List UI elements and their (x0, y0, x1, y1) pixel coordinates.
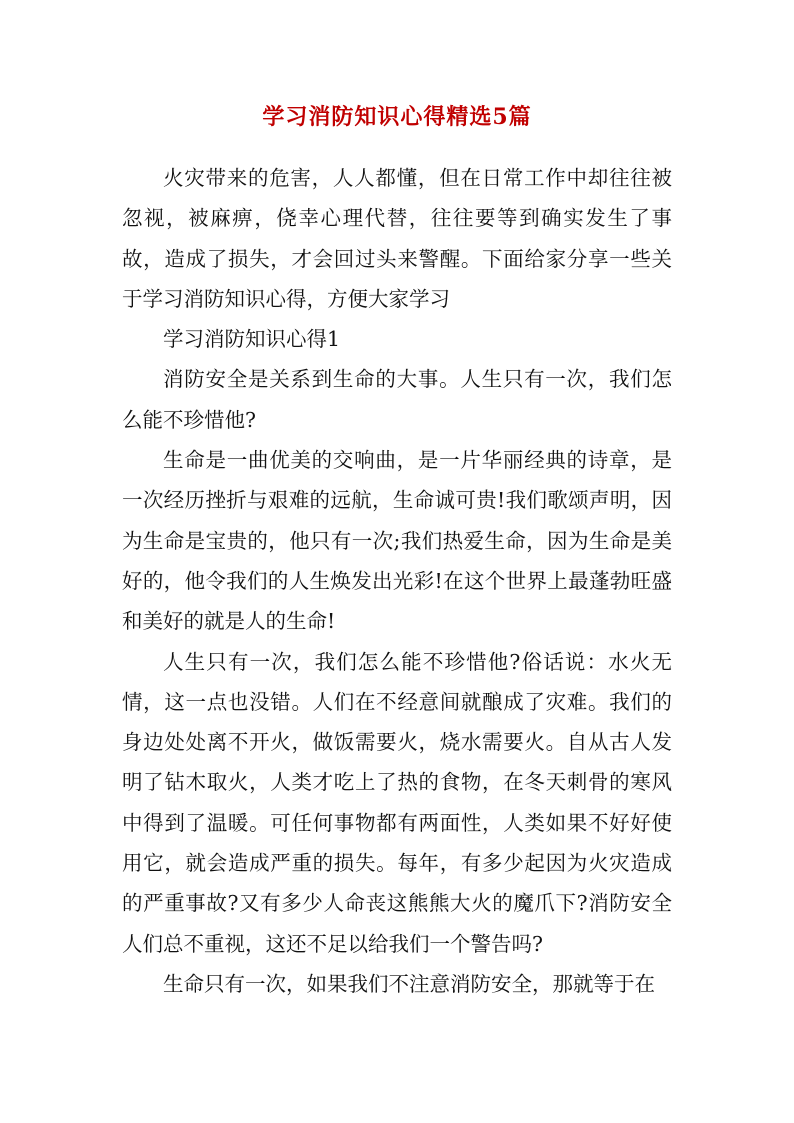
body-paragraph: 消防安全是关系到生命的大事。人生只有一次，我们怎么能不珍惜他? (122, 367, 672, 432)
body-paragraph: 生命是一曲优美的交响曲，是一片华丽经典的诗章，是一次经历挫折与艰难的远航，生命诚可贵!我们歌颂声明，因为生命是宝贵的，他只有一次;我们热爱生命，因为生命是美好的，他令我们的人生焕发出光彩!在这个世界上最蓬勃旺盛和美好的就是人的生命! (122, 448, 672, 634)
document-title: 学习消防知识心得精选5篇 (262, 104, 532, 130)
document-body (122, 158, 672, 1004)
section-heading: 学习消防知识心得1 (163, 327, 341, 352)
body-paragraph: 生命只有一次，如果我们不注意消防安全，那就等于在 (163, 971, 655, 996)
body-paragraph: 人生只有一次，我们怎么能不珍惜他?俗话说：水火无情，这一点也没错。人们在不经意间就酿成了灾难。我们的身边处处离不开火，做饭需要火，烧水需要火。自从古人发明了钻木取火，人类才吃上了热的食物，在冬天刺骨的寒风中得到了温暖。可任何事物都有两面性，人类如果不好好使用它，就会造成严重的损失。每年，有多少起因为火灾造成的严重事故?又有多少人命丧这熊熊大火的魔爪下?消防安全人们总不重视，这还不足以给我们一个警告吗? (122, 649, 672, 956)
intro-paragraph: 火灾带来的危害，人人都懂，但在日常工作中却往往被忽视，被麻痹，侥幸心理代替，往往要等到确实发生了事故，造成了损失，才会回过头来警醒。下面给家分享一些关于学习消防知识心得，方便大家学习 (122, 166, 672, 311)
